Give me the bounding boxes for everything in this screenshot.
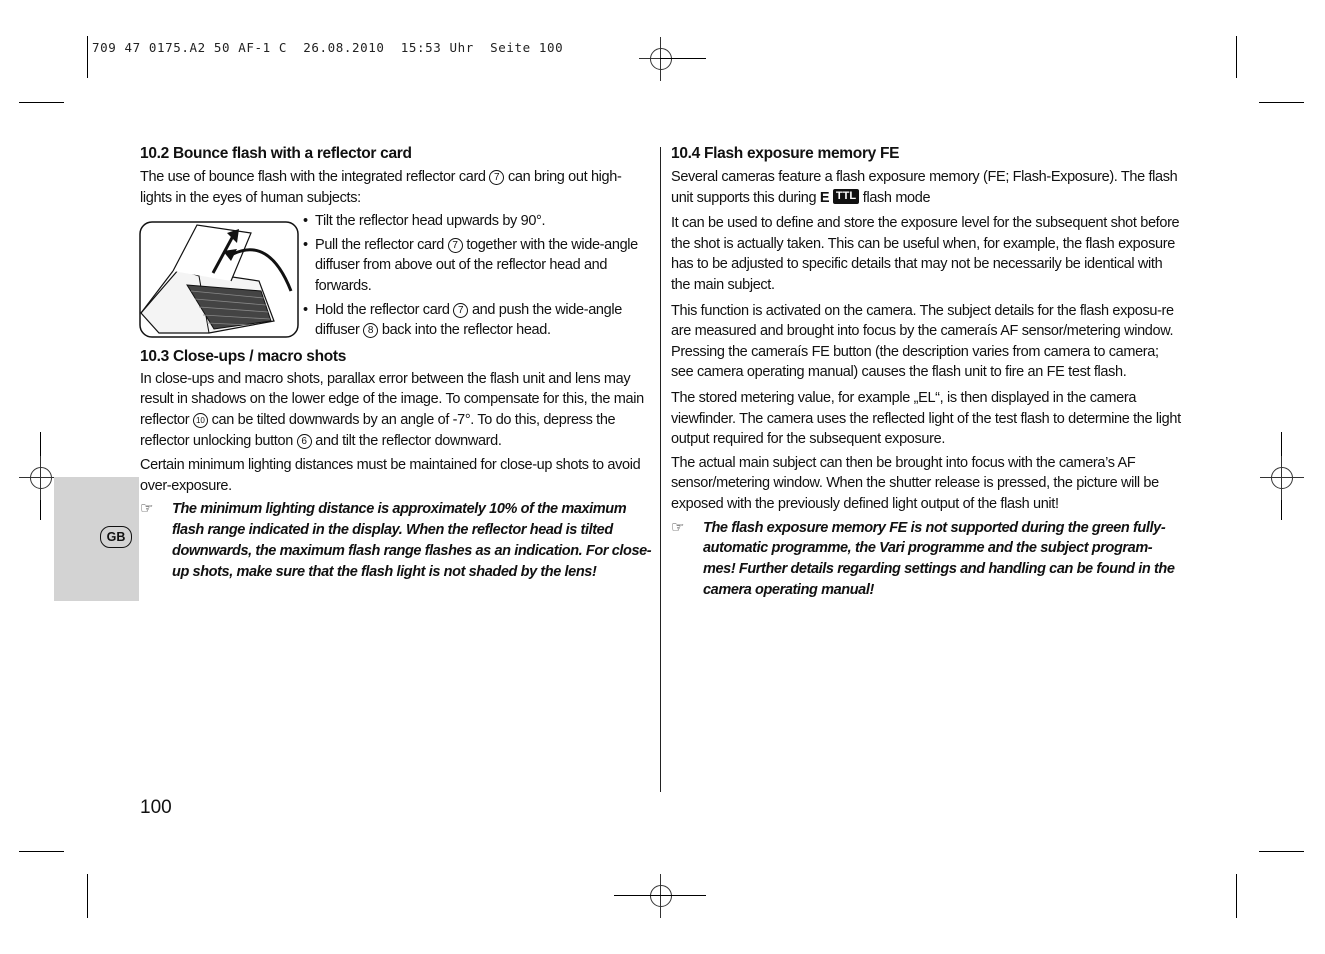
registration-mark-icon	[639, 37, 683, 81]
reference-number: 7	[453, 303, 468, 318]
crop-mark	[614, 895, 706, 896]
bounce-flash-intro: The use of bounce flash with the integrated reflector card 7 can bring out high-lights in the eyes of human subjects:	[140, 169, 622, 206]
right-column	[671, 145, 1183, 601]
reflector-card-illustration	[139, 221, 299, 338]
fe-paragraph: It can be used to define and store the exposure level for the subsequent shot before the shot is actually taken. This can be useful when, for example, the flash exposure has to be adjusted to specific details that may not be necessarily be identical with the main subject.	[671, 215, 1180, 293]
note	[140, 499, 652, 582]
note	[671, 518, 1183, 601]
column-divider	[660, 147, 661, 792]
section-title-flash-exposure-memory: 10.4 Flash exposure memory FE	[671, 145, 900, 162]
close-ups-paragraph: Certain minimum lighting distances must be maintained for close-up shots to avoid over-exposure.	[140, 457, 641, 494]
note-text: The flash exposure memory FE is not supported during the green fully-automatic programme, the Vari programme and the subject program-mes! Further details regarding settings and handling can be found in the camera operating manual!	[703, 519, 1175, 598]
registration-mark-icon	[639, 874, 683, 918]
crop-mark	[1259, 102, 1304, 103]
print-header: 709 47 0175.A2 50 AF-1 C 26.08.2010 15:53 Uhr Seite 100	[92, 40, 564, 55]
section-title-bounce-flash: 10.2 Bounce flash with a reflector card	[140, 145, 412, 162]
fe-paragraph: This function is activated on the camera. The subject details for the flash exposu-re are measured and brought into focus by the cameraís AF sensor/metering window. Pressing the cameraís FE button (the description varies from camera to camera; see camera operating manual) causes the flash unit to fire an FE test flash.	[671, 302, 1174, 381]
fe-paragraph: The actual main subject can then be brought into focus with the camera’s AF sensor/metering window. When the shutter release is pressed, the picture will be exposed with the previously defined light output of the flash unit!	[671, 454, 1159, 512]
crop-mark	[1259, 851, 1304, 852]
registration-mark-icon	[1260, 456, 1304, 500]
list-item: • Hold the reflector card 7 and push the wide-angle diffuser 8 back into the reflector head.	[303, 301, 622, 339]
section-title-close-ups: 10.3 Close-ups / macro shots	[140, 347, 347, 365]
crop-mark	[19, 851, 64, 852]
page-number: 100	[140, 797, 172, 818]
mode-letter: E	[819, 189, 830, 206]
bullet-list	[303, 211, 652, 341]
list-item: • Pull the reflector card 7 together with the wide-angle diffuser from above out of the reflector head and forwards.	[303, 236, 638, 294]
crop-mark	[87, 36, 88, 78]
close-ups-paragraph: In close-ups and macro shots, parallax error between the flash unit and lens may result in shadows on the lower edge of the image. To compensate for this, the main reflector 10 can be tilted downwards by an angle of -7°. To do this, depress the reflector unlocking button 6 and tilt the reflector downward.	[140, 370, 644, 449]
reference-number: 7	[489, 170, 504, 185]
reference-number: 8	[363, 323, 378, 338]
crop-mark	[1236, 36, 1237, 78]
reference-number: 7	[448, 238, 463, 253]
reference-number: 10	[193, 413, 208, 428]
crop-mark	[87, 874, 88, 918]
pointing-hand-icon: ☞	[140, 500, 154, 518]
crop-mark	[660, 58, 706, 59]
note-text: The minimum lighting distance is approximately 10% of the maximum flash range indicated in the display. When the reflector head is tilted downwards, the maximum flash range flashes as an indication. For close-up shots, make sure that the flash light is not shaded by the lens!	[172, 501, 652, 580]
left-column	[140, 145, 652, 583]
pointing-hand-icon: ☞	[671, 518, 685, 536]
fe-paragraph: The stored metering value, for example „EL“, is then displayed in the camera viewfinder. The camera uses the reflected light of the test flash to determine the light output required for the subsequent exposure.	[671, 389, 1181, 448]
fe-paragraph: Several cameras feature a flash exposure memory (FE; Flash-Exposure). The flash unit supports this during E TTL flash mode	[671, 169, 1178, 206]
ttl-badge: TTL	[833, 189, 859, 204]
list-item: • Tilt the reflector head upwards by 90°.	[303, 213, 546, 230]
crop-mark	[1236, 874, 1237, 918]
language-badge: GB	[100, 526, 132, 548]
crop-mark	[19, 102, 64, 103]
reference-number: 6	[297, 434, 312, 449]
